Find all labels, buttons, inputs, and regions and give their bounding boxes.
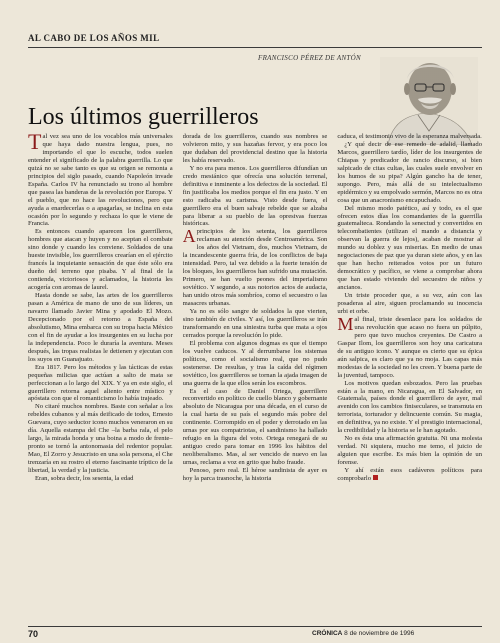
paragraph: No es ésta una afirmación gratuita. Ni una molesta verdad. Ni siquiera, mucho me temo, el juicio de alguien que escribe. Es más bien la opinión de un forense.	[337, 435, 483, 467]
section-heading: AL CABO DE LOS AÑOS MIL	[28, 33, 160, 43]
article-title: Los últimos guerrilleros	[28, 104, 259, 130]
top-rule	[28, 47, 482, 48]
paragraph: Y no era para menos. Los guerrilleros difundían un credo mesiánico que ofrecía una solución terrenal, definitiva e inminente a los defectos de la sociedad. El fin justificaba los medios porque el fin era justo. Y en esto radicaba su carisma. Visto desde fuera, el guerrillero era el buen salvaje rebelde que se alzaba para liberar a su pueblo de las opresivas fuerzas históricas.	[182, 164, 328, 228]
paragraph: Tal vez sea uno de los vocablos más universales que haya dado nuestra lengua, pues, no importando el que lo escuche, todos suelen entender el significado de la palabra guerrilla. Lo que quizá no se sabe tanto es que su origen se remonta a principios del siglo pasado, cuando Napoleón invade España. Carlos IV ha renunciado su trono al hombre que pasea las banderas de la revolución por Europa. Y el pueblo, que no hace las revoluciones, pero que ayuda a enardecerlas o a apagarlas, se inclina en esta ocasión por lo segundo y rechaza lo que le viene de Francia.	[28, 133, 173, 228]
paragraph: El problema con algunos dogmas es que el tiempo los vuelve caducos. Y al derrumbarse los sistemas políticos, como el socialismo real, que no pudo sostenerse. De resultas, y tras la caída del régimen soviético, los guerrilleros se tornan la ajada imagen de una guerra de la que ellos serán los escombros.	[182, 339, 328, 387]
paragraph: Mal final, triste desenlace para los soldados de una revolución que acaso no fuera un púlpito, pero que tuvo muchos creyentes. De Castro a Gaspar Ilom, los guerrilleros son hoy una caricatura de su antiguo icono. Y aunque es cierto que su épica aún salpica, es claro que ya no moja. Las capas más modestas de la sociedad no les creen. Y buena parte de la juventud, tampoco.	[337, 313, 483, 379]
portrait-image	[380, 57, 478, 145]
paragraph: Los motivos quedan esbozados. Pero las pruebas están a la mano, en Nicaragua, en El Salvador, en Guatemala, países donde el guerrillero de ayer, mal avenido con los cambios finiseculares, se transmuta en terrorista, torturador y delincuente común. Su magia, en definitiva, ya no existe. Y el prestigio internacional, la credibilidad y la historia se le han agotado.	[337, 379, 483, 435]
paragraph: Y ahí están esos cadáveres políticos para comprobarlo	[337, 467, 483, 482]
column-2	[183, 133, 328, 623]
paragraph: Un triste proceder que, a su vez, aún con las posaderas al aire, siguen proclamando su inocencia urbi et orbe.	[337, 292, 483, 315]
paragraph: Eran, sobra decir, los sesenta, la edad	[35, 474, 134, 482]
paragraph: Hasta donde se sabe, las artes de los guerrilleros pasan a América de mano de uno de sus líderes, un navarro llamado Javier Mina y apodado El Mozo. Decepcionado por el retorno a España del absolutismo, Mina embarca con su tropa hacia México con el fin de ayudar a los insurgentes en su lucha por la independencia. Poco le duraría la aventura. Meses después, las tropas realistas le detienen y ejecutan con los suyos en Guanajuato.	[28, 292, 173, 363]
paragraph: Ya no es sólo sangre de soldados la que vierten, sino también de civiles. Y así, los guerrilleros se irán transformando en una siniestra turba que mata a ojos cerrados porque la revolución lo pide.	[182, 307, 328, 339]
paragraph: Aprincipios de los setenta, los guerrilleros reclaman su atención desde Centroamérica. Son los años del Vietnam, dos, muchos Vietnam, de la incandescente guerra fría, de los conflictos de baja intensidad. Pero, tal vez debido a la fuerte tensión de los bloques, los guerrilleros han sufrido una mutación. Primero, se han vuelto peones del imperialismo soviético. Y segundo, a sus notorios actos de audacia, han unido otros más sombríos, como el secuestro o las masacres urbanas.	[182, 226, 328, 308]
article-body	[28, 133, 482, 623]
publication-name: CRÓNICA	[312, 630, 343, 637]
drop-cap: T	[28, 133, 42, 154]
paragraph: Penoso, pero real. El héroe sandinista de ayer es hoy la parca trasnoche, la historia	[182, 467, 328, 482]
paragraph: ¿Y qué decir de ese remedo de adalid, llamado Marcos, guerrillero tardío, líder de los insurgentes de Chiapas y predicador de rancio discurso, si bien salpicado de citas cultas, las cuales suele envolver en los humos de su pipa? Algún gancho ha de tener, supongo. Pero, más allá de su intelectualismo epidérmico y su empolvado sermón, Marcos no es otra cosa que un anacronismo encapuchado.	[337, 140, 483, 204]
column-3	[337, 133, 482, 623]
paragraph: No citaré muchos nombres. Baste con señalar a los rebeldes cubanos y al más deificado de todos, Ernesto Guevara, cuyo seductor icono muchos veneraron en su día. Aquella estampa del Che –la barba rala, el pelo largo, la mirada honda y una boina a modo de frente– pronto se tornó la antonomasia del redentor popular. Mao, El Zorro y Jesucristo en una sola persona, el Che trenzaría en su rostro el eterno fascinante tríptico de la libertad, la verdad y la justicia.	[28, 403, 173, 475]
author-name: FRANCISCO PÉREZ DE ANTÓN	[258, 54, 361, 62]
drop-cap: M	[337, 313, 354, 334]
paragraph: Era 1817. Pero los métodos y las tácticas de estas pequeñas milicias que actúan a salto de mata se perfeccionan a lo largo del XIX. Y ya en este siglo, el guerrillero retorna aquel aliento entre místico y apóstata con que el romanticismo lo había trajeado.	[28, 363, 173, 403]
page-number: 70	[28, 629, 39, 639]
drop-cap: A	[182, 226, 196, 247]
issue-date: 8 de noviembre de 1996	[344, 630, 415, 637]
paragraph: dorada de los guerrilleros, cuando sus nombres se volvieron mito, y sus hazañas fervor, y era poco los que dudaban del providencial destino que la historia les había reservado.	[182, 133, 328, 164]
end-mark	[373, 475, 378, 480]
bottom-rule	[28, 626, 482, 627]
paragraph: caduca, el testimonio vivo de la esperanza malversada.	[337, 133, 482, 140]
paragraph: Es el caso de Daniel Ortega, guerrillero reconvertido en político de cuello blanco y gobernante absoluto de Nicaragua por una década, en el curso de la cual harta de su país el segundo más pobre del continente. Corrompido en el poder y derrotado en las urnas por sus compatriotas, el sandinismo ha hallado refugio en la figura del voto. Ortega renegará de su antiguo credo para tomar en 1996 los hábitos del neoliberalismo. Mas, al ser vencido de nuevo en las urnas, reclama a voz en grito que hubo fraude.	[182, 387, 328, 467]
paragraph: Es entonces cuando aparecen los guerrilleros, hombres que atacan y huyen y no aceptan el combate sino donde y cuando les conviene. Soldados de una hueste invisible, los guerrilleros crearían en el ejército francés la inquietante sensación de que éste sólo era dueño del terreno que pisaba. Y al final de la contienda, victoriosos y aclamados, la historia les acogería con aromas de laurel.	[28, 228, 173, 292]
paragraph: Del mismo modo patético, así y todo, es el que ofrecen estos días los comandantes de la guerrilla guatemalteca. Rondando la senectud y convertidos en telecombatientes (utilizan el mando a distancia y observan la guerra de lejos), acaban de mostrar al mundo su doblez y sus miserias. En medio de unas negociaciones de paz que ya duran siete años, y en las que han hecho reiterados votos por un futuro democrático y pacífico, se viene a comprobar ahora que han estado viviendo del secuestro de niños y ancianos.	[337, 204, 483, 292]
page-footer	[312, 630, 414, 637]
column-1	[28, 133, 173, 623]
author-portrait	[380, 57, 478, 145]
